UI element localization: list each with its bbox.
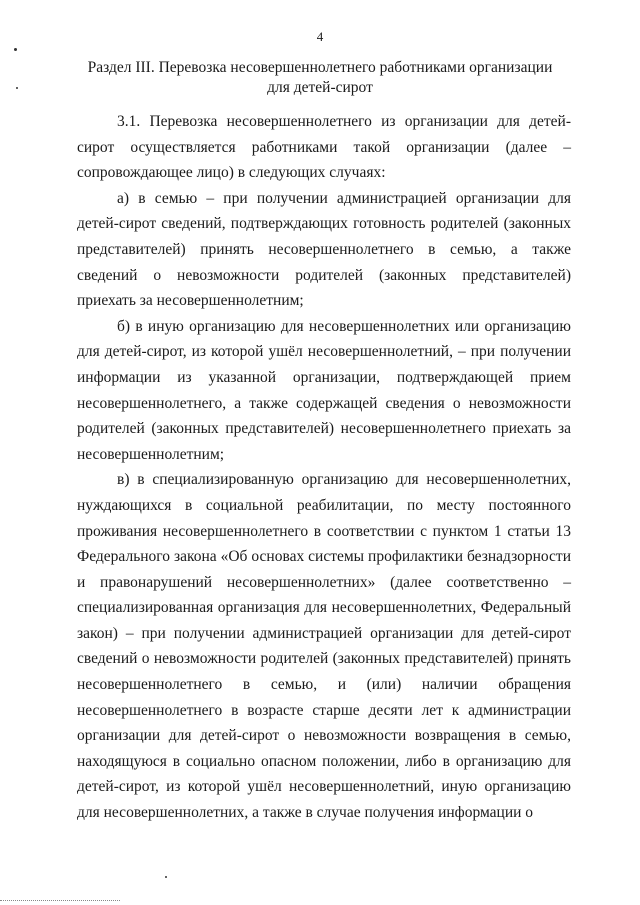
section-heading-line: для детей-сирот bbox=[267, 79, 373, 96]
scan-edge-line bbox=[0, 900, 120, 901]
scan-speck bbox=[14, 48, 17, 51]
page-number: 4 bbox=[316, 29, 324, 44]
paragraph-b: б) в иную организацию для несовершеннолетних или организацию для детей-сирот, из которой ушёл несовершеннолетний, – при получении информации из указанной организации, подтверждающей прием несовершеннолетнего, а также содержащей сведения о невозможности родителей (законных представителей) несовершеннолетнего приехать за несовершеннолетним; bbox=[77, 317, 571, 463]
paragraph-a: а) в семью – при получении администрацией организации для детей-сирот сведений, подтверждающих готовность родителей (законных представителей) принять несовершеннолетнего в семью, а также сведений о невозможности родителей (законных представителей) приехать за несовершеннолетним; bbox=[77, 189, 571, 310]
section-heading-line: Раздел III. Перевозка несовершеннолетнего работниками организации bbox=[87, 59, 553, 76]
document-body bbox=[77, 109, 571, 826]
paragraph-v: в) в специализированную организацию для несовершеннолетних, нуждающихся в социальной реабилитации, по месту постоянного проживания несовершеннолетнего в соответствии с пунктом 1 статьи 13 Федерального закона «Об основах системы профилактики безнадзорности и правонарушений несовершеннолетних» (далее соответственно – специализированная организация для несовершеннолетних, Федеральный закон) – при получении администрацией организации для детей-сирот сведений о невозможности родителей (законных представителей) принять несовершеннолетнего в семью, и (или) наличии обращения несовершеннолетнего в возрасте старше десяти лет к администрации организации для детей-сирот о невозможности возвращения в семью, находящуюся в социально опасном положении, либо в организацию для детей-сирот, из которой ушёл несовершеннолетний, иную организацию для несовершеннолетних, а также в случае получения информации о bbox=[77, 471, 571, 822]
section-heading bbox=[70, 58, 570, 98]
scan-speck bbox=[16, 87, 18, 89]
scan-speck bbox=[165, 876, 167, 878]
paragraph-3-1: 3.1. Перевозка несовершеннолетнего из организации для детей-сирот осуществляется работниками такой организации (далее – сопровождающее лицо) в следующих случаях: bbox=[77, 113, 571, 182]
